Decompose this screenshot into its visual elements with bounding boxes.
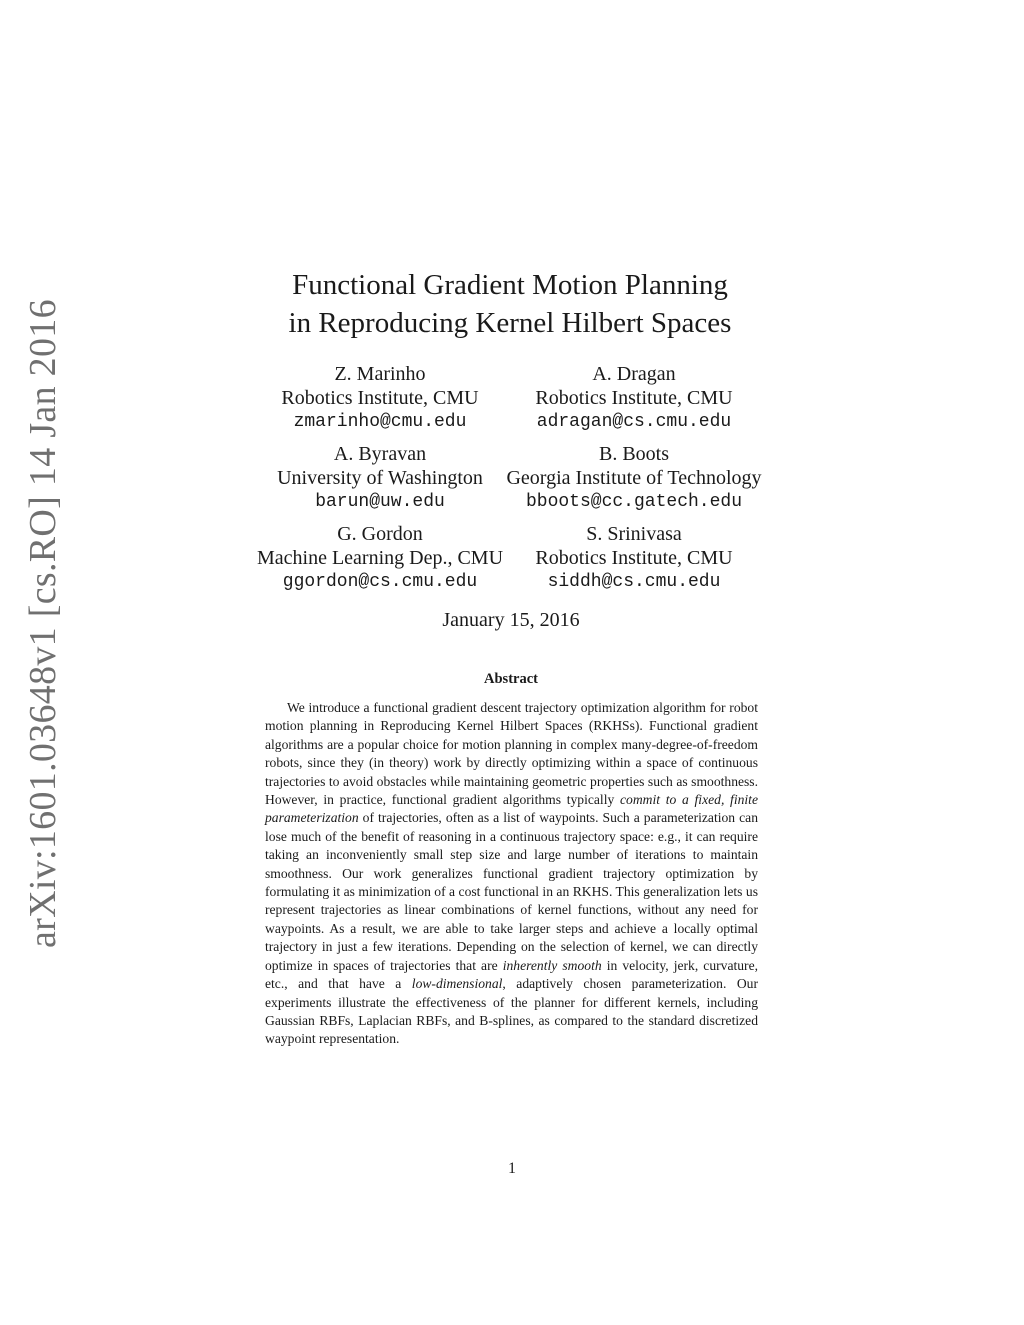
author-email: ggordon@cs.cmu.edu [282, 572, 478, 592]
abstract-body [265, 699, 758, 1049]
author-email: zmarinho@cmu.edu [293, 412, 467, 432]
abstract-text: in velocity, jerk, curvature, etc., and that have a [265, 957, 759, 992]
author-affiliation: Robotics Institute, CMU [535, 547, 733, 569]
abstract-emphasis: low-dimensional [411, 976, 503, 992]
title-line-2: in Reproducing Kernel Hilbert Spaces [288, 307, 732, 339]
author-block-dragan [484, 362, 784, 434]
abstract-emphasis: commit to a fixed, finite parameterization [265, 792, 758, 826]
author-block-boots [484, 442, 784, 514]
page-number: 1 [508, 1160, 516, 1177]
author-name: A. Dragan [592, 363, 676, 385]
author-affiliation: University of Washington [277, 467, 483, 489]
paper-title [230, 266, 790, 342]
author-name: B. Boots [598, 443, 670, 465]
author-affiliation: Georgia Institute of Technology [506, 467, 762, 489]
author-email: barun@uw.edu [315, 492, 445, 512]
author-affiliation: Machine Learning Dep., CMU [256, 547, 504, 569]
abstract-text: We introduce a functional gradient descent trajectory optimization algorithm for robot motion planning in Reproducing Kernel Hilbert Spaces (RKHSs). Functional gradient algorithms are a popular choice for motion planning in complex many-degree-of-freedom robots, since they (in theory) work by directly optimizing within a space of continuous trajectories to avoid obstacles while maintaining geometric properties such as smoothness. However, in practice, functional gradient algorithms typically [265, 700, 758, 808]
abstract-text: of trajectories, often as a list of waypoints. Such a parameterization can lose much of the benefit of reasoning in a continuous trajectory space: e.g., it can require taking an inconveniently small step size and large number of iterations to maintain smoothness. Our work generalizes functional gradient trajectory optimization by formulating it as minimization of a cost functional in an RKHS. This generalization lets us represent trajectories as linear combinations of kernel functions, without any need for waypoints. As a result, we are able to take larger steps and achieve a locally optimal trajectory in just a few iterations. Depending on the selection of kernel, we can directly optimize in spaces of trajectories that are [265, 810, 758, 973]
abstract-emphasis: inherently smooth [502, 957, 602, 973]
author-affiliation: Robotics Institute, CMU [535, 387, 733, 409]
abstract-text: , adaptively chosen parameterization. Our experiments illustrate the effectiveness of the planner for different kernels, including Gaussian RBFs, Laplacian RBFs, and B-splines, as compared to the standard discretized waypoint representation. [265, 976, 759, 1047]
publication-date: January 15, 2016 [442, 609, 580, 631]
author-email: bboots@cc.gatech.edu [525, 492, 743, 512]
author-name: S. Srinivasa [586, 523, 682, 545]
abstract-heading: Abstract [484, 671, 538, 687]
author-name: G. Gordon [337, 523, 423, 545]
author-email: siddh@cs.cmu.edu [547, 572, 721, 592]
author-name: Z. Marinho [334, 363, 426, 385]
title-line-1: Functional Gradient Motion Planning [292, 269, 728, 301]
author-block-srinivasa [484, 522, 784, 594]
author-affiliation: Robotics Institute, CMU [281, 387, 479, 409]
author-email: adragan@cs.cmu.edu [536, 412, 732, 432]
arxiv-stamp: arXiv:1601.03648v1 [cs.RO] 14 Jan 2016 [22, 299, 64, 948]
author-name: A. Byravan [333, 443, 427, 465]
